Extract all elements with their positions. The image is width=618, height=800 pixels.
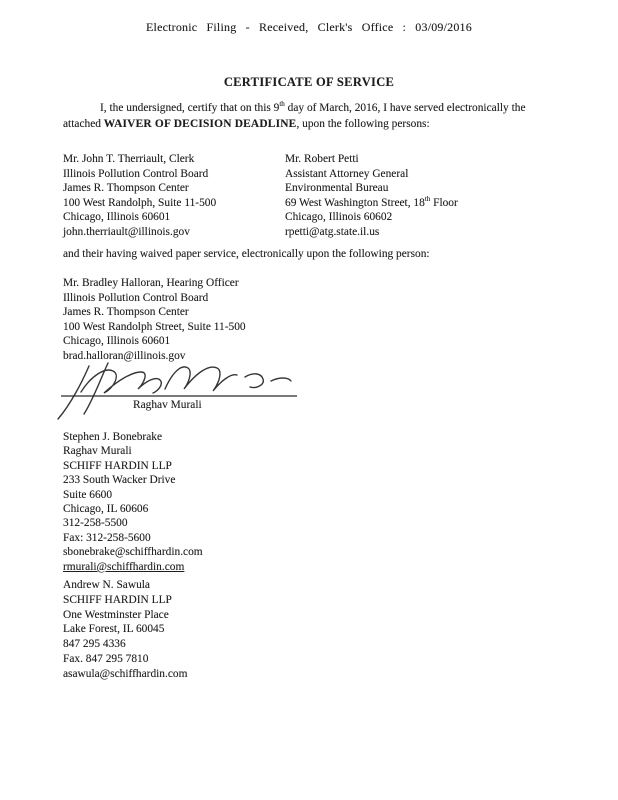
intro-text-3: , upon the following persons: — [296, 117, 430, 130]
firm-suite: Suite 6600 — [63, 488, 113, 501]
waiver-note: and their having waived paper service, electronically upon the following person: — [63, 248, 430, 260]
firm-name: SCHIFF HARDIN LLP — [63, 459, 172, 472]
firm-street: One Westminster Place — [63, 608, 169, 621]
hearing-officer-block — [63, 276, 246, 364]
floor-ordinal-superscript: th — [424, 194, 431, 203]
signature-stroke — [165, 367, 237, 391]
recipient-building: James R. Thompson Center — [63, 182, 189, 195]
handwritten-signature — [53, 360, 305, 424]
recipient-city: Chicago, Illinois 60602 — [285, 211, 393, 224]
firm-city: Chicago, IL 60606 — [63, 503, 149, 516]
intro-text-1: I, the undersigned, certify that on this 9 — [100, 102, 280, 114]
attorney-name: Raghav Murali — [63, 445, 132, 458]
attorney-name: Andrew N. Sawula — [63, 579, 150, 591]
efiling-header: Electronic Filing - Received, Clerk's Office : 03/09/2016 — [146, 20, 472, 34]
attorney-name: Stephen J. Bonebrake — [63, 431, 163, 443]
recipient-name: Mr. Robert Petti — [285, 153, 359, 165]
recipient-clerk-block — [63, 152, 216, 240]
recipient-org: Illinois Pollution Control Board — [63, 291, 209, 304]
firm-fax: Fax. 847 295 7810 — [63, 652, 149, 665]
firm-phone: 847 295 4336 — [63, 638, 126, 651]
intro-paragraph — [63, 101, 563, 132]
recipient-name: Mr. Bradley Halloran, Hearing Officer — [63, 277, 239, 289]
firm-fax: Fax: 312-258-5600 — [63, 531, 151, 544]
recipient-org: Illinois Pollution Control Board — [63, 167, 209, 180]
firm-name: SCHIFF HARDIN LLP — [63, 593, 172, 606]
recipient-name: Mr. John T. Therriault, Clerk — [63, 153, 195, 165]
street-text: 69 West Washington Street, 18 — [285, 196, 425, 209]
document-title: CERTIFICATE OF SERVICE — [223, 75, 395, 89]
recipient-street: 100 West Randolph Street, Suite 11-500 — [63, 320, 246, 333]
recipient-city: Chicago, Illinois 60601 — [63, 211, 171, 224]
signature-stroke — [81, 370, 161, 393]
intro-text-2: day of March, 2016, I have served electronically the attached — [63, 102, 526, 130]
recipient-bureau: Environmental Bureau — [285, 182, 389, 195]
attorney-block-lake-forest — [63, 578, 187, 682]
served-document-name: WAIVER OF DECISION DEADLINE — [103, 117, 297, 130]
date-ordinal-superscript: th — [279, 100, 285, 109]
firm-phone: 312-258-5500 — [63, 517, 128, 530]
recipient-street: 100 West Randolph, Suite 11-500 — [63, 196, 217, 209]
recipient-street — [285, 196, 458, 211]
signature-stroke — [58, 366, 89, 419]
attorney-block-chicago — [63, 430, 203, 574]
recipient-attorney-block — [285, 152, 458, 240]
recipient-email: rpetti@atg.state.il.us — [285, 225, 380, 238]
firm-city: Lake Forest, IL 60045 — [63, 623, 165, 636]
attorney-email: asawula@schiffhardin.com — [63, 667, 188, 680]
recipient-email: john.therriault@illinois.gov — [63, 225, 190, 238]
signature-stroke — [271, 378, 291, 381]
recipient-title: Assistant Attorney General — [285, 167, 409, 180]
signature-stroke — [245, 374, 263, 388]
street-text-2: Floor — [430, 196, 458, 209]
firm-street: 233 South Wacker Drive — [63, 474, 176, 487]
attorney-email-underlined: rmurali@schiffhardin.com — [63, 560, 185, 573]
signature-printed-name: Raghav Murali — [133, 399, 202, 411]
recipient-city: Chicago, Illinois 60601 — [63, 335, 171, 348]
attorney-email: sbonebrake@schiffhardin.com — [63, 546, 203, 559]
recipient-email: brad.halloran@illinois.gov — [63, 349, 186, 362]
recipient-building: James R. Thompson Center — [63, 306, 189, 319]
